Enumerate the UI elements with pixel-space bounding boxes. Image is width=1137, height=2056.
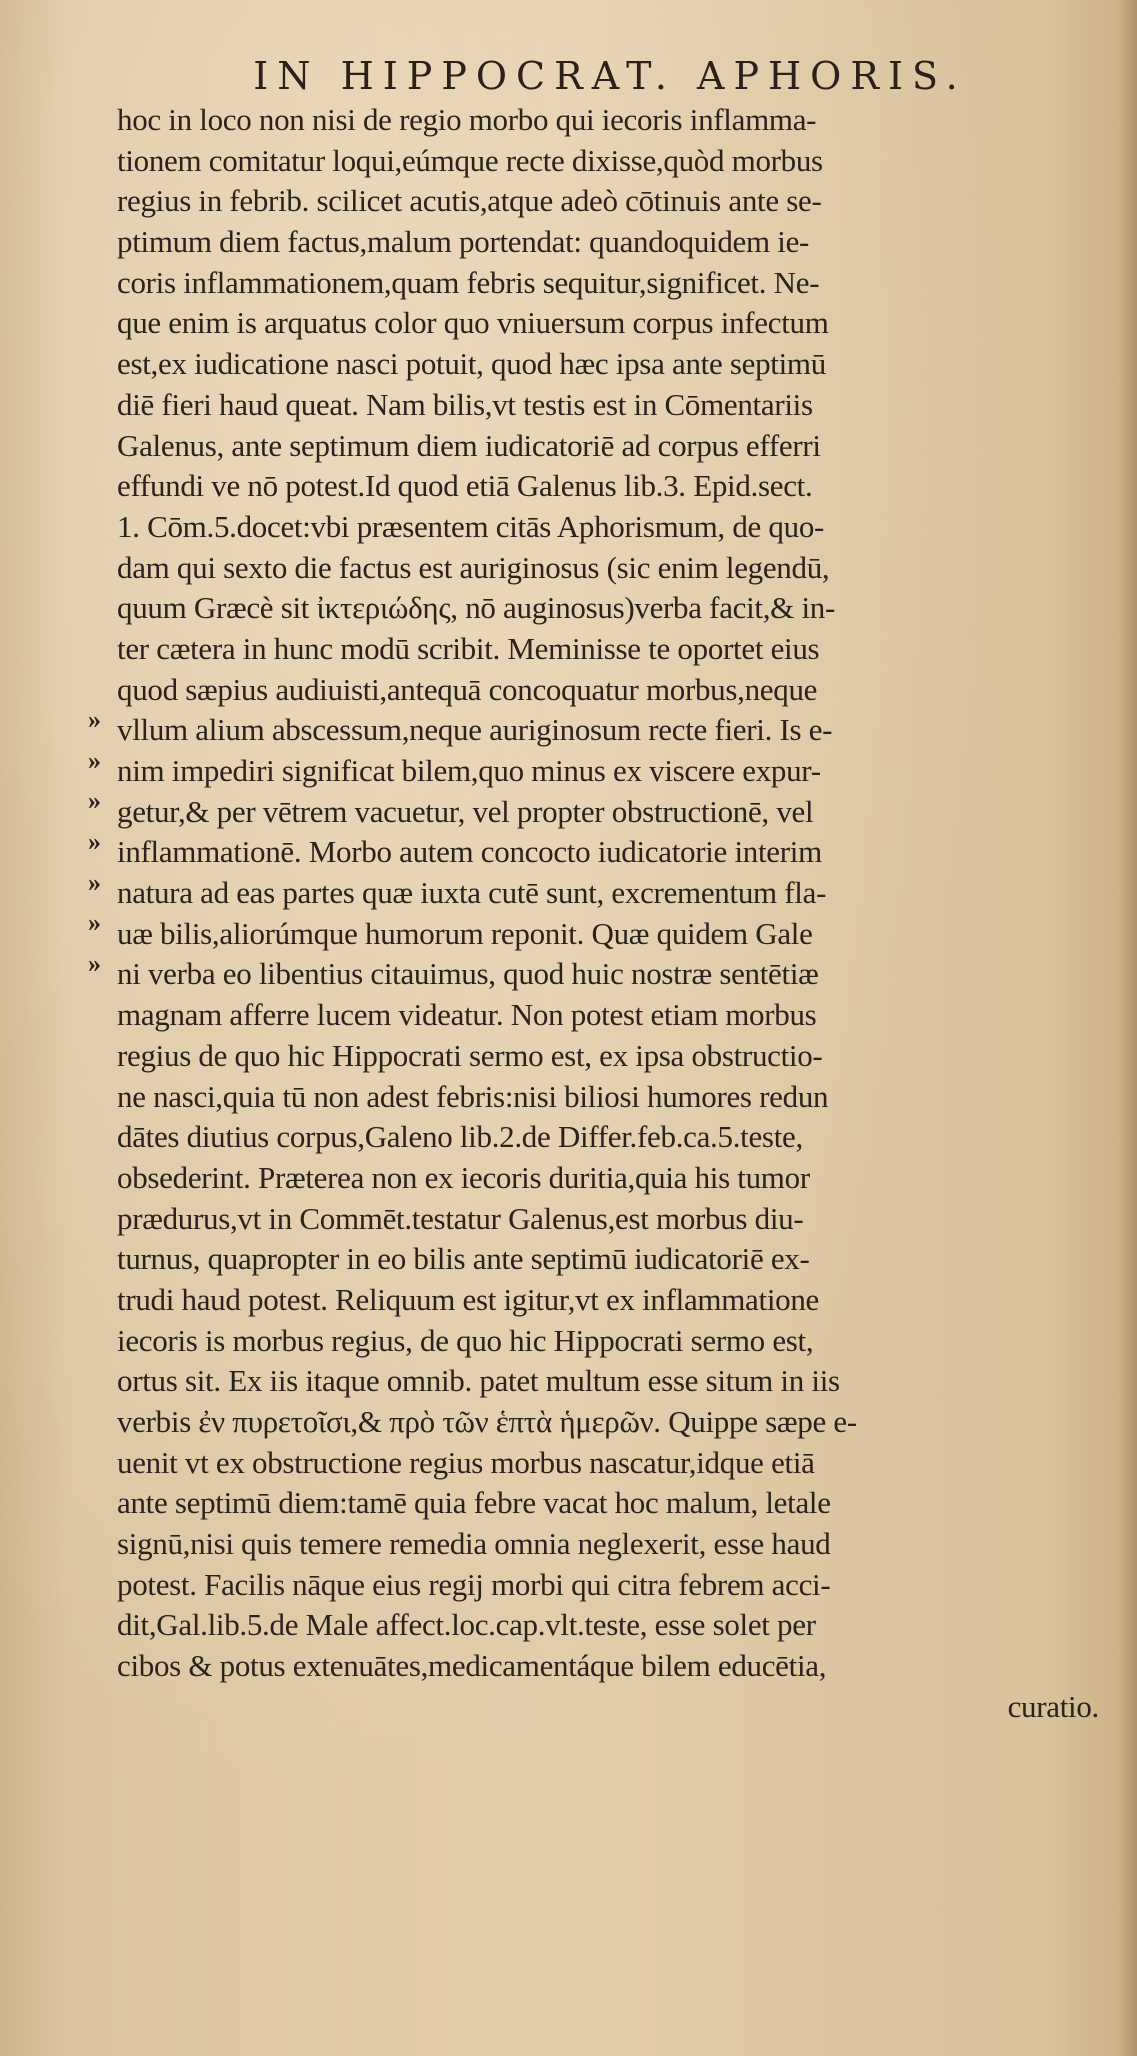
text-line: dit,Gal.lib.5.de Male affect.loc.cap.vlt.teste, esse solet per — [117, 1607, 816, 1643]
quotation-mark: » — [88, 949, 101, 979]
text-line: turnus, quapropter in eo bilis ante septimū iudicatoriē ex- — [117, 1241, 810, 1277]
text-line: ante septimū diem:tamē quia febre vacat hoc malum, letale — [117, 1485, 831, 1521]
text-line: trudi haud potest. Reliquum est igitur,vt ex inflammatione — [117, 1281, 819, 1317]
text-line: est,ex iudicatione nasci potuit, quod hæc ipsa ante septimū — [117, 346, 826, 382]
text-line: inflammationē. Morbo autem concocto iudicatorie interim — [117, 834, 822, 870]
text-line: nim impediri significat bilem,quo minus ex viscere expur- — [117, 753, 821, 788]
text-line: signū,nisi quis temere remedia omnia neglexerit, esse haud — [117, 1526, 831, 1562]
text-line: regius in febrib. scilicet acutis,atque adeò cōtinuis ante se- — [117, 183, 822, 219]
text-line: quod sæpius audiuisti,antequā concoquatur morbus,neque — [117, 671, 818, 707]
text-line: que enim is arquatus color quo vniuersum corpus infectum — [117, 305, 829, 341]
text-line: obsederint. Præterea non ex iecoris duritia,quia his tumor — [117, 1159, 810, 1195]
text-line: prædurus,vt in Commēt.testatur Galenus,est morbus diu- — [117, 1200, 804, 1236]
running-title: IN HIPPOCRAT. APHORIS. — [253, 54, 967, 98]
quotation-mark: » — [88, 705, 101, 734]
quotation-mark: » — [88, 745, 101, 775]
text-line: ter cætera in hunc modū scribit. Meminisse te oportet eius — [117, 630, 820, 666]
text-line: getur,& per vētrem vacuetur, vel propter obstructionē, vel — [117, 793, 814, 829]
text-line: cibos & potus extenuātes,medicamentáque bilem educētia, — [117, 1648, 827, 1684]
quotation-mark: » — [88, 867, 101, 897]
text-line: uæ bilis,aliorúmque humorum reponit. Quæ quidem Gale — [117, 915, 813, 951]
quotation-mark: » — [88, 908, 101, 938]
text-line: ptimum diem factus,malum portendat: quandoquidem ie- — [117, 224, 810, 260]
text-line: quum Græcè sit ἰκτεριώδης, nō auginosus)verba facit,& in- — [117, 590, 835, 626]
quotation-mark: » — [88, 827, 101, 857]
text-line: coris inflammationem,quam febris sequitur,significet. Ne- — [117, 264, 820, 300]
text-line: dātes diutius corpus,Galeno lib.2.de Differ.feb.ca.5.teste, — [117, 1119, 803, 1155]
text-line: tionem comitatur loqui,eúmque recte dixisse,quòd morbus — [117, 142, 823, 178]
text-line: natura ad eas partes quæ iuxta cutē sunt, excrementum fla- — [117, 875, 827, 911]
catchword: curatio. — [1007, 1688, 1099, 1724]
text-line: iecoris is morbus regius, de quo hic Hippocrati sermo est, — [117, 1322, 814, 1358]
text-line: ne nasci,quia tū non adest febris:nisi biliosi humores redun — [117, 1078, 829, 1114]
quotation-marks-column — [88, 700, 118, 985]
text-line: Galenus, ante septimum diem iudicatoriē ad corpus efferri — [117, 427, 821, 463]
text-line: dam qui sexto die factus est auriginosus (sic enim legendū, — [117, 549, 830, 585]
text-line: uenit vt ex obstructione regius morbus nascatur,idque etiā — [117, 1444, 815, 1480]
text-line: effundi ve nō potest.Id quod etiā Galenus lib.3. Epid.sect. — [117, 468, 813, 504]
text-line: diē fieri haud queat. Nam bilis,vt testis est in Cōmentariis — [117, 386, 813, 422]
text-line: ortus sit. Ex iis itaque omnib. patet multum esse situm in iis — [117, 1363, 840, 1399]
text-line: vllum alium abscessum,neque auriginosum recte fieri. Is e- — [117, 712, 833, 748]
text-line: 1. Cōm.5.docet:vbi præsentem citās Aphorismum, de quo- — [117, 508, 825, 544]
body-text — [117, 100, 1117, 1728]
quotation-mark: » — [88, 786, 101, 816]
text-line: verbis ἐν πυρετοῖσι,& πρὸ τῶν ἑπτὰ ἡμερῶν. Quippe sæpe e- — [117, 1404, 857, 1439]
text-line: hoc in loco non nisi de regio morbo qui iecoris inflamma- — [117, 102, 817, 137]
text-line: potest. Facilis nāque eius regij morbi qui citra febrem acci- — [117, 1566, 831, 1602]
text-line: ni verba eo libentius citauimus, quod huic nostræ sentētiæ — [117, 956, 819, 992]
text-line: magnam afferre lucem videatur. Non potest etiam morbus — [117, 997, 817, 1033]
text-line: regius de quo hic Hippocrati sermo est, ex ipsa obstructio- — [117, 1037, 823, 1073]
page-edge-shadow — [1119, 0, 1137, 2056]
